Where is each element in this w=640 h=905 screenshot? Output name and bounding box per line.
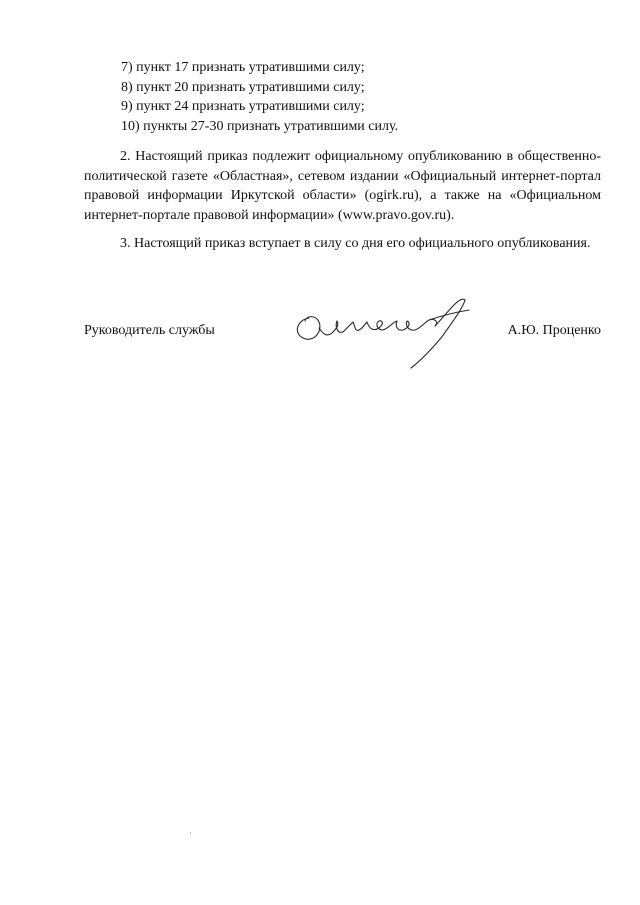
scan-speck bbox=[190, 832, 191, 834]
signatory-position: Руководитель службы bbox=[84, 323, 215, 338]
effective-date-paragraph bbox=[84, 234, 601, 254]
signature-block bbox=[84, 308, 601, 378]
list-item: 7) пункт 17 признать утратившими силу; bbox=[121, 60, 365, 75]
signatory-name: А.Ю. Проценко bbox=[507, 323, 601, 338]
publication-text: 2. Настоящий приказ подлежит официальному опубликованию в общественно-политической газете «Областная», сетевом издании «Официальный интернет-портал правовой информации Иркутской области» (ogirk.ru), а также на «Официальном интернет-портале правовой информации» (www.pravo.gov.ru). bbox=[84, 149, 601, 223]
list-item: 8) пункт 20 признать утратившими силу; bbox=[121, 79, 365, 95]
publication-paragraph bbox=[84, 147, 601, 225]
effective-date-text: 3. Настоящий приказ вступает в силу со дня его официального опубликования. bbox=[120, 236, 591, 251]
list-item: 10) пункты 27-30 признать утратившими силу. bbox=[121, 118, 399, 134]
list-item: 9) пункт 24 признать утратившими силу; bbox=[121, 99, 365, 114]
amendment-list bbox=[121, 58, 601, 136]
handwritten-signature bbox=[289, 288, 499, 373]
